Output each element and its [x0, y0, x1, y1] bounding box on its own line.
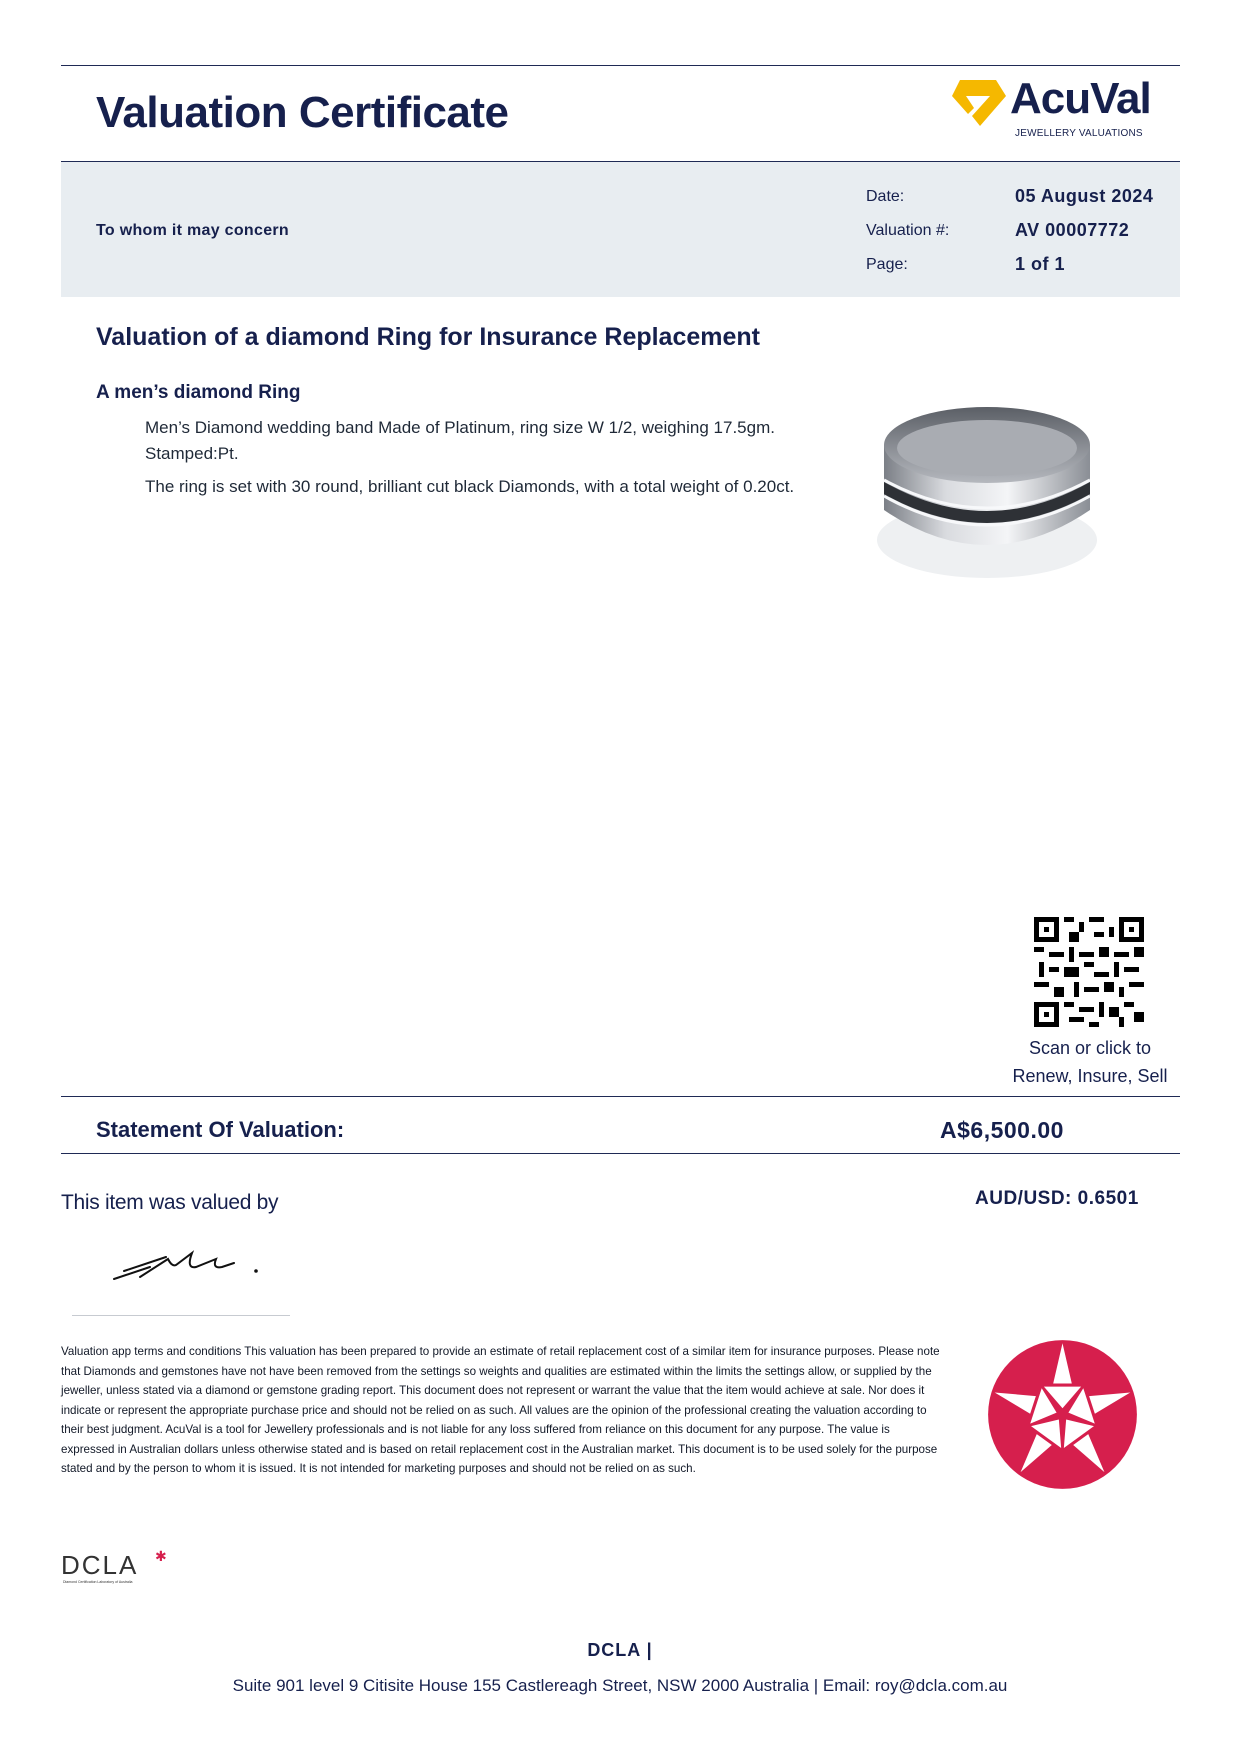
page-title: Valuation Certificate	[96, 88, 509, 137]
dcla-emblem	[985, 1337, 1140, 1492]
acuval-logo-text: AcuVal	[1010, 74, 1151, 123]
dcla-logo-small: Diamond Certification Laboratory of Australia	[63, 1580, 133, 1584]
qr-code[interactable]	[1034, 917, 1144, 1027]
valued-by-label: This item was valued by	[61, 1191, 279, 1214]
acuval-logo	[950, 74, 1160, 144]
statement-top-divider	[61, 1096, 1180, 1097]
top-divider	[61, 65, 1180, 66]
date-label: Date:	[866, 188, 905, 205]
acuval-diamond-icon	[950, 78, 1008, 128]
footer-address: Suite 901 level 9 Citisite House 155 Castlereagh Street, NSW 2000 Australia | Email: roy@dcla.com.au	[232, 1676, 1008, 1695]
item-subheading: A men’s diamond Ring	[96, 382, 301, 403]
statement-bottom-divider	[61, 1153, 1180, 1154]
dcla-logo-star-icon: ✱	[155, 1548, 167, 1564]
addressee: To whom it may concern	[96, 222, 289, 239]
valuer-signature	[110, 1245, 270, 1285]
item-heading: Valuation of a diamond Ring for Insurance Replacement	[96, 323, 761, 351]
item-description-2: The ring is set with 30 round, brilliant cut black Diamonds, with a total weight of 0.20ct.	[145, 477, 795, 496]
ring-photo	[872, 390, 1102, 590]
signature-line	[72, 1315, 290, 1316]
statement-value: A$6,500.00	[940, 1117, 1064, 1143]
qr-caption-line-1: Scan or click to	[1028, 1038, 1152, 1058]
dcla-logo-text: DCLA	[61, 1550, 139, 1580]
valuation-number-value: AV 00007772	[1015, 220, 1130, 240]
acuval-logo-tagline: JEWELLERY VALUATIONS	[1015, 128, 1143, 139]
valuation-number-label: Valuation #:	[866, 222, 950, 239]
dcla-logo	[61, 1550, 181, 1586]
item-description-1: Men’s Diamond wedding band Made of Platinum, ring size W 1/2, weighing 17.5gm. Stamped:Pt.	[145, 418, 775, 463]
footer-title: DCLA |	[587, 1640, 653, 1660]
page-value: 1 of 1	[1015, 254, 1066, 274]
terms-and-conditions: Valuation app terms and conditions This valuation has been prepared to provide an estimate of retail replacement cost of a similar item for insurance purposes. Please note that Diamonds and gemstones have not have been removed from the settings so weights and qualities are estimated within the limits the settings allow, or supplied by the jeweller, unless stated via a diamond or gemstone grading report. This document does not represent or warrant the value that the item would achieve at sale. Nor does it indicate or represent the appropriate purchase price and should not be relied on as such. All values are the opinion of the professional creating the valuation according to their best judgment. AcuVal is a tool for Jewellery professionals and is not liable for any loss suffered from reliance on this document for any purpose. The value is expressed in Australian dollars unless otherwise stated and is based on retail replacement cost in the Australian market. This document is to be used solely for the purpose stated and by the person to whom it is issued. It is not intended for marketing purposes and should not be relied on as such.	[61, 1345, 940, 1475]
exchange-rate: AUD/USD: 0.6501	[975, 1188, 1139, 1209]
page-label: Page:	[866, 256, 908, 273]
statement-label: Statement Of Valuation:	[96, 1117, 345, 1142]
date-value: 05 August 2024	[1015, 186, 1154, 206]
qr-caption	[1000, 1034, 1180, 1090]
qr-caption-line-2: Renew, Insure, Sell	[1012, 1066, 1168, 1086]
